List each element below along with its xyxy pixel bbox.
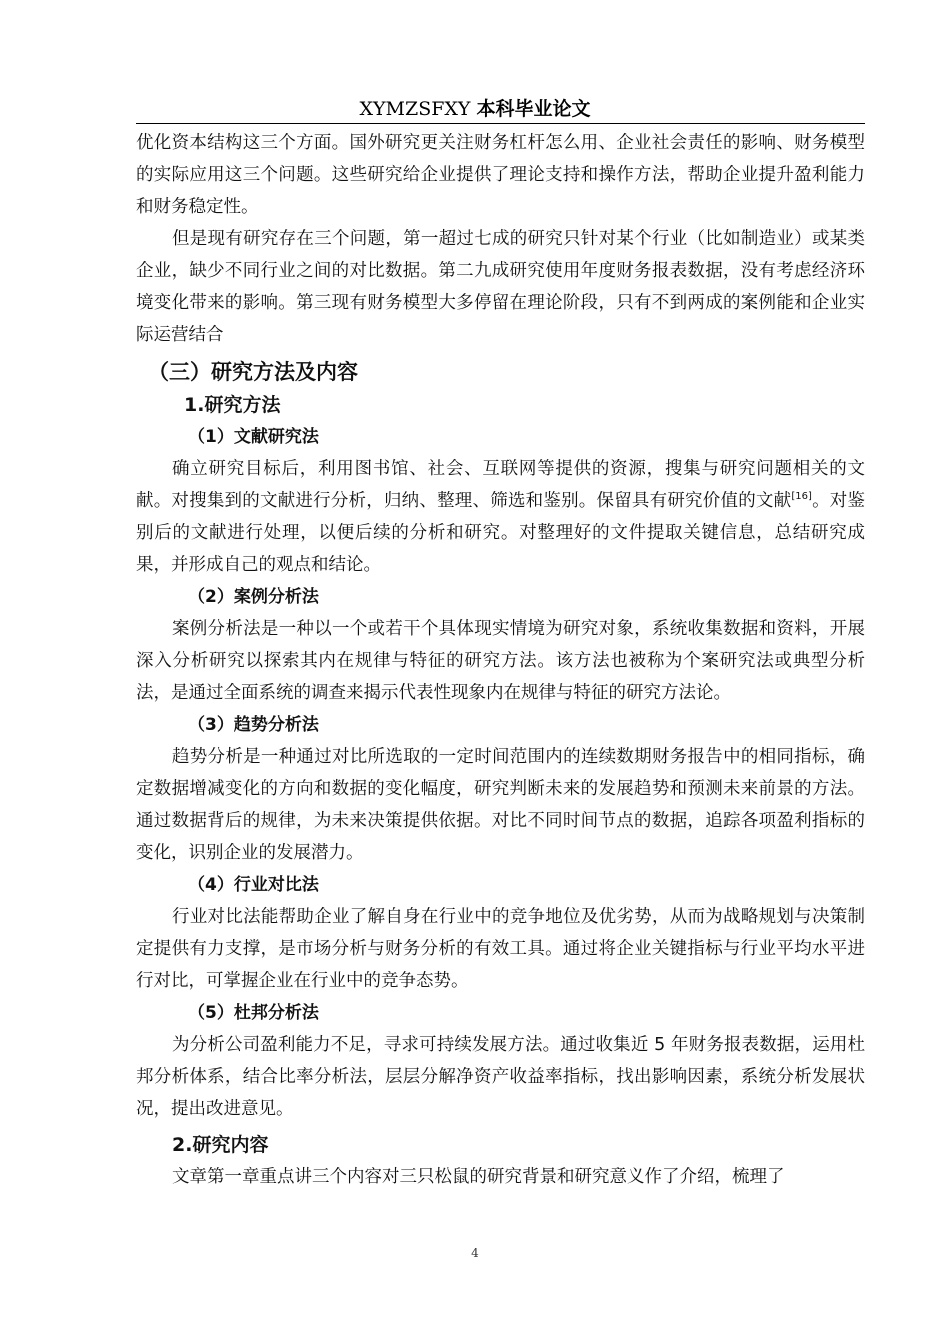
header-code: XYMZSFXY	[359, 98, 471, 120]
literature-text-b: 。对鉴别后的文献进行处理，以便后续的分析和研究。对整理好的文件提取关键信息，总结研究成果，并形成自己的观点和结论。	[136, 491, 866, 575]
paragraph-literature	[136, 453, 865, 581]
paragraph-continued: 优化资本结构这三个方面。国外研究更关注财务杠杆怎么用、企业社会责任的影响、财务模型的实际应用这三个问题。这些研究给企业提供了理论支持和操作方法，帮助企业提升盈利能力和财务稳定性。	[136, 133, 865, 217]
paragraph-case: 案例分析法是一种以一个或若干个具体现实情境为研究对象，系统收集数据和资料，开展深入分析研究以探索其内在规律与特征的研究方法。该方法也被称为个案研究法或典型分析法，是通过全面系统的调查来揭示代表性现象内在规律与特征的研究方法论。	[136, 619, 865, 703]
paragraph-trend: 趋势分析是一种通过对比所选取的一定时间范围内的连续数期财务报告中的相同指标，确定数据增减变化的方向和数据的变化幅度，研究判断未来的发展趋势和预测未来前景的方法。通过数据背后的规律，为未来决策提供依据。对比不同时间节点的数据，追踪各项盈利指标的变化，识别企业的发展潜力。	[136, 747, 865, 863]
paragraph-content-intro: 文章第一章重点讲三个内容对三只松鼠的研究背景和研究意义作了介绍，梳理了	[172, 1167, 785, 1187]
section-heading-methods-content: （三）研究方法及内容	[148, 360, 358, 384]
paragraph-industry: 行业对比法能帮助企业了解自身在行业中的竞争地位及优劣势，从而为战略规划与决策制定提供有力支撑，是市场分析与财务分析的有效工具。通过将企业关键指标与行业平均水平进行对比，可掌握企业在行业中的竞争态势。	[136, 907, 865, 991]
subsection-heading-content: 2.研究内容	[172, 1134, 269, 1156]
method-heading-trend: （3）趋势分析法	[188, 715, 319, 735]
header-divider	[136, 123, 865, 124]
paragraph-dupont: 为分析公司盈利能力不足，寻求可持续发展方法。通过收集近 5 年财务报表数据，运用杜邦分析体系，结合比率分析法，层层分解净资产收益率指标，找出影响因素，系统分析发展状况，提出改进意见。	[136, 1035, 865, 1119]
page-header	[0, 96, 950, 122]
header-title: 本科毕业论文	[476, 98, 591, 120]
citation-marker: [16]	[791, 491, 812, 503]
literature-text-a: 确立研究目标后，利用图书馆、社会、互联网等提供的资源，搜集与研究问题相关的文献。对搜集到的文献进行分析，归纳、整理、筛选和鉴别。保留具有研究价值的文献	[136, 459, 865, 511]
method-heading-literature: （1）文献研究法	[188, 427, 319, 447]
method-heading-dupont: （5）杜邦分析法	[188, 1003, 319, 1023]
method-heading-case: （2）案例分析法	[188, 587, 319, 607]
paragraph-research-gaps: 但是现有研究存在三个问题，第一超过七成的研究只针对某个行业（比如制造业）或某类企业，缺少不同行业之间的对比数据。第二九成研究使用年度财务报表数据，没有考虑经济环境变化带来的影响。第三现有财务模型大多停留在理论阶段，只有不到两成的案例能和企业实际运营结合	[136, 229, 865, 345]
document-body	[136, 127, 865, 1193]
subsection-heading-methods: 1.研究方法	[184, 394, 281, 416]
page-number: 4	[471, 1246, 479, 1260]
method-heading-industry: （4）行业对比法	[188, 875, 319, 895]
